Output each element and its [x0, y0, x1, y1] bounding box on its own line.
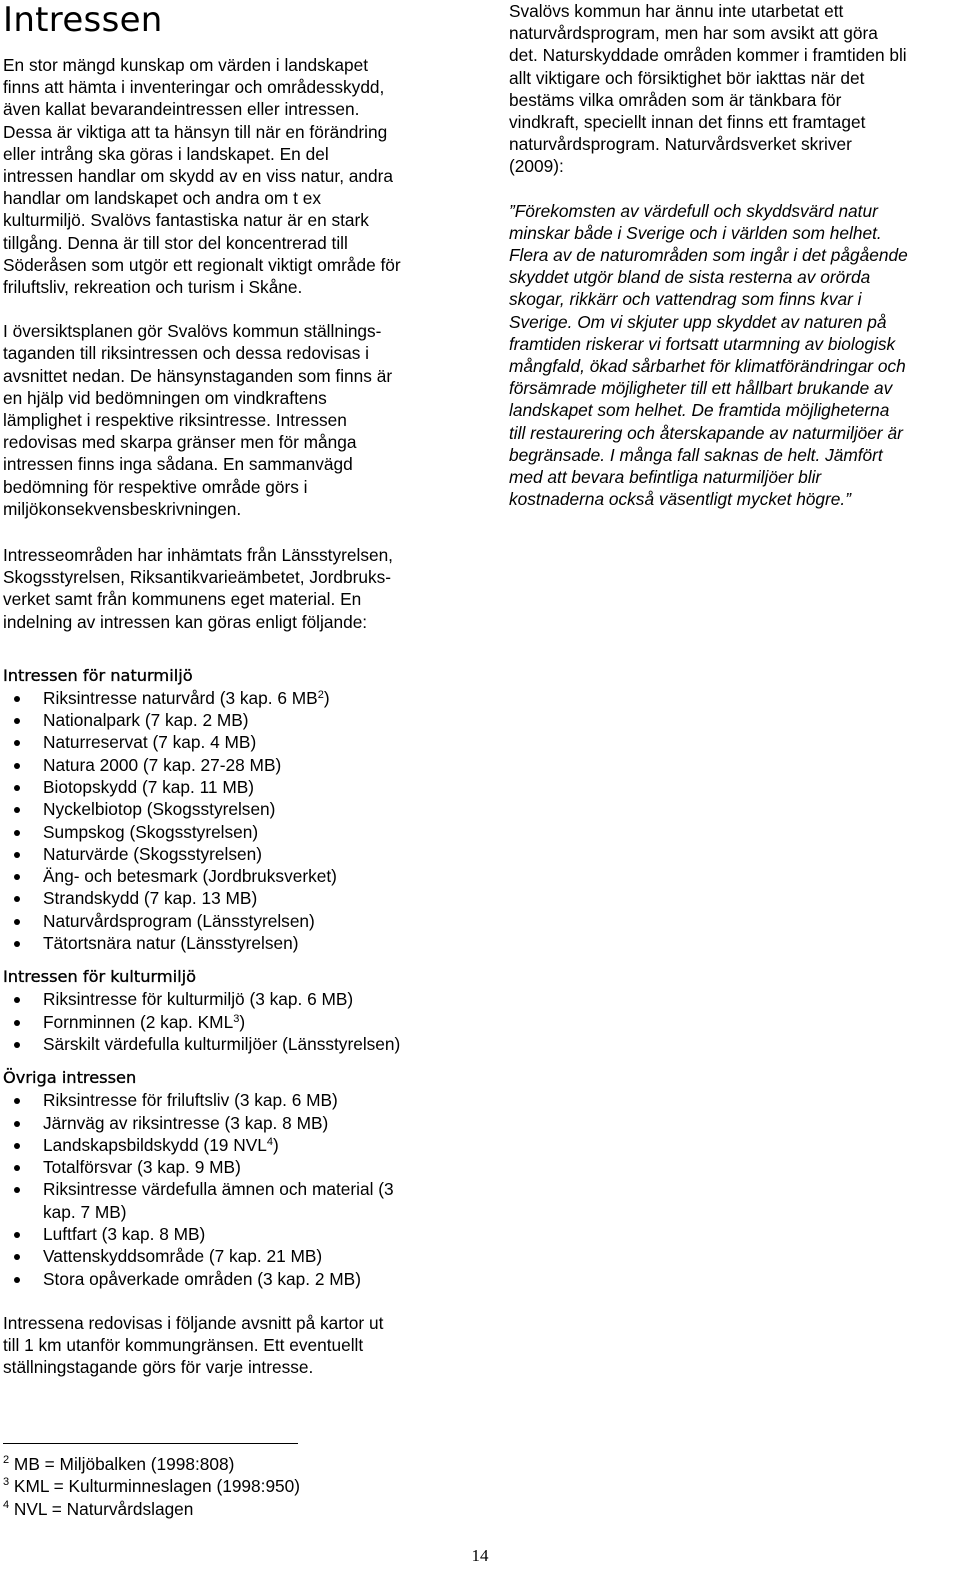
- list-item: [3, 865, 483, 887]
- footnote-text: KML = Kulturminneslagen (1998:950): [9, 1476, 301, 1497]
- bullet-icon: [14, 1098, 20, 1104]
- list-item: [3, 1089, 483, 1111]
- footnote-reference: 3: [233, 1012, 240, 1025]
- list-item-text: Tätortsnära natur (Länsstyrelsen): [43, 933, 299, 954]
- bullet-icon: [14, 852, 20, 858]
- section-heading: Övriga intressen: [3, 1068, 137, 1088]
- bullet-list: [3, 1089, 483, 1290]
- footnote: [3, 1498, 300, 1520]
- section-naturmiljo: [3, 665, 483, 955]
- naturvardsverket-quote: ”Förekomsten av värdefull och skyddsvärd natur minskar både i Sverige och i världen som helhet. Flera av de naturområden som ingår i det pågående skyddet utgör bland de sista resterna av orörda skogar, rikkärr och vattendrag som finns kvar i Sverige. Om vi skjuter upp skyddet av naturen på framtiden riskerar vi fortsatt utarmning av biologisk mångfald, ökad sårbarhet för klimatförändringar och försämrade möjligheter till ett hållbart brukande av landskapet som helhet. De framtida möjligheterna till restaurering och återskapande av naturmiljöer är begränsade. I många fall saknas de helt. Jämfört med att bevara befintliga naturmiljöer blir kostnaderna också väsentligt mycket högre.”: [509, 200, 908, 510]
- list-item-text: Riksintresse naturvård (3 kap. 6 MB: [43, 687, 318, 708]
- list-item-text: Riksintresse värdefulla ämnen och material (3 kap. 7 MB): [43, 1179, 394, 1222]
- bullet-icon: [14, 874, 20, 880]
- bullet-icon: [14, 807, 20, 813]
- list-item-text: Biotopskydd (7 kap. 11 MB): [43, 777, 254, 797]
- naturvardsprogram-paragraph: Svalövs kommun har ännu inte utarbetat ett naturvårdsprogram, men har som avsikt att göra det. Naturskyddade områden kommer i framtiden bli allt viktigare och försiktighet bör iakttas när det bestäms vilka områden som är tänkbara för vindkraft, speciellt innan det finns ett framtaget naturvårdsprogram. Naturvårdsverket skriver (2009):: [509, 1, 907, 177]
- list-item-text: Äng- och betesmark (Jordbruksverket): [43, 866, 337, 887]
- footnote-reference: 2: [317, 688, 324, 701]
- list-item: [3, 843, 483, 865]
- planning-paragraph: I översiktsplanen gör Svalövs kommun ställnings- taganden till riksintressen och dessa redovisas i avsnittet nedan. De hänsynstaganden som finns är en hjälp vid bedömningen om vindkraftens lämplighet i respektive riksintresse. Intressen redovisas med skarpa gränser men för många intressen finns inga sådana. En sammanvägd bedömning för respektive område görs i miljökonsekvensbeskrivningen.: [3, 321, 393, 519]
- list-item: [3, 1245, 483, 1267]
- list-item-text: Naturvärde (Skogsstyrelsen): [43, 843, 262, 864]
- bullet-icon: [14, 1254, 20, 1260]
- sources-paragraph: Intresseområden har inhämtats från Länsstyrelsen, Skogsstyrelsen, Riksantikvarieämbetet, Jordbruks- verket samt från kommunens eget material. En indelning av intressen kan göras enligt följande:: [3, 545, 393, 632]
- list-item-text: Vattenskyddsområde (7 kap. 21 MB): [43, 1246, 323, 1267]
- interests-listing: [3, 544, 483, 1401]
- bullet-icon: [14, 1165, 20, 1171]
- bullet-icon: [14, 1020, 20, 1026]
- footnote-text: MB = Miljöbalken (1998:808): [9, 1454, 235, 1474]
- list-item-suffix: ): [323, 687, 330, 708]
- list-item: [3, 910, 483, 932]
- list-item-text: Totalförsvar (3 kap. 9 MB): [43, 1157, 241, 1178]
- list-item: [3, 1033, 483, 1055]
- list-item-text: Fornminnen (2 kap. KML: [43, 1011, 234, 1032]
- footnote-number: 3: [3, 1476, 10, 1489]
- list-item-suffix: ): [239, 1011, 246, 1032]
- bullet-icon: [14, 718, 20, 724]
- list-item-text: Särskilt värdefulla kulturmiljöer (Länsstyrelsen): [43, 1033, 401, 1054]
- list-item-text: Luftfart (3 kap. 8 MB): [43, 1224, 206, 1245]
- footnotes: [3, 1453, 300, 1520]
- section-heading: Intressen för kulturmiljö: [3, 967, 197, 987]
- list-item: [3, 754, 483, 776]
- bullet-icon: [14, 896, 20, 902]
- bullet-icon: [14, 696, 20, 702]
- list-item-text: Naturreservat (7 kap. 4 MB): [43, 732, 257, 753]
- list-item-text: Riksintresse för kulturmiljö (3 kap. 6 MB): [43, 989, 354, 1010]
- footnote-number: 4: [3, 1498, 10, 1511]
- page-title: Intressen: [3, 0, 163, 40]
- bullet-icon: [14, 1143, 20, 1149]
- page-number: 14: [471, 1546, 489, 1565]
- closing-paragraph: Intressena redovisas i följande avsnitt på kartor ut till 1 km utanför kommungränsen. Ett eventuellt ställningstagande görs för varje intresse.: [3, 1312, 384, 1378]
- list-item-suffix: ): [272, 1134, 279, 1155]
- list-item-text: Stora opåverkade områden (3 kap. 2 MB): [43, 1268, 361, 1289]
- list-item-text: Nationalpark (7 kap. 2 MB): [43, 710, 249, 731]
- list-item-text: Järnväg av riksintresse (3 kap. 8 MB): [43, 1112, 329, 1133]
- list-item: [3, 1223, 483, 1245]
- footnote-separator: [3, 1443, 298, 1444]
- list-item: [3, 798, 483, 820]
- list-item-text: Naturvårdsprogram (Länsstyrelsen): [43, 910, 315, 931]
- list-item: [3, 687, 483, 709]
- footnote: [3, 1453, 300, 1475]
- bullet-icon: [14, 1232, 20, 1238]
- bullet-icon: [14, 1121, 20, 1127]
- list-item: [3, 932, 483, 954]
- section-ovriga: [3, 1067, 483, 1290]
- list-item: [3, 776, 483, 798]
- footnote: [3, 1475, 300, 1497]
- footnote-text: NVL = Naturvårdslagen: [9, 1498, 194, 1519]
- bullet-icon: [14, 1042, 20, 1048]
- list-item: [3, 887, 483, 909]
- list-item: [3, 1178, 483, 1223]
- right-column: [509, 0, 959, 532]
- list-item-text: Nyckelbiotop (Skogsstyrelsen): [43, 799, 276, 820]
- list-item-text: Natura 2000 (7 kap. 27-28 MB): [43, 754, 282, 775]
- bullet-icon: [14, 830, 20, 836]
- list-item: [3, 1011, 483, 1033]
- list-item-text: Landskapsbildskydd (19 NVL: [43, 1134, 267, 1155]
- bullet-icon: [14, 1277, 20, 1283]
- list-item: [3, 988, 483, 1010]
- intro-paragraph: En stor mängd kunskap om värden i landskapet finns att hämta i inventeringar och områdesskydd, även kallat bevarandeintressen eller intressen. Dessa är viktiga att ta hänsyn till när en förändring eller intrång ska göras i landskapet. En del intressen handlar om skydd av en viss natur, andra handlar om landskapet och andra om t ex kulturmiljö. Svalövs fantastiska natur är en stark tillgång. Denna är till stor del koncentrerad till Söderåsen som utgör ett regionalt viktigt område för friluftsliv, rekreation och turism i Skåne.: [3, 55, 401, 298]
- footnote-reference: 4: [266, 1135, 273, 1148]
- list-item: [3, 709, 483, 731]
- list-item-text: Sumpskog (Skogsstyrelsen): [43, 821, 259, 842]
- bullet-icon: [14, 785, 20, 791]
- list-item-text: Strandskydd (7 kap. 13 MB): [43, 888, 258, 909]
- bullet-icon: [14, 941, 20, 947]
- left-column: [3, 54, 463, 542]
- bullet-icon: [14, 919, 20, 925]
- list-item: [3, 1156, 483, 1178]
- bullet-list: [3, 687, 483, 955]
- footnote-number: 2: [3, 1454, 10, 1466]
- list-item: [3, 1112, 483, 1134]
- section-kulturmiljo: [3, 966, 483, 1055]
- list-item: [3, 1268, 483, 1290]
- list-item-text: Riksintresse för friluftsliv (3 kap. 6 MB): [43, 1090, 338, 1111]
- bullet-icon: [14, 740, 20, 746]
- section-heading: Intressen för naturmiljö: [3, 665, 193, 685]
- bullet-icon: [14, 1187, 20, 1193]
- list-item: [3, 1134, 483, 1156]
- bullet-icon: [14, 763, 20, 769]
- bullet-list: [3, 988, 483, 1055]
- list-item: [3, 731, 483, 753]
- bullet-icon: [14, 997, 20, 1003]
- list-item: [3, 821, 483, 843]
